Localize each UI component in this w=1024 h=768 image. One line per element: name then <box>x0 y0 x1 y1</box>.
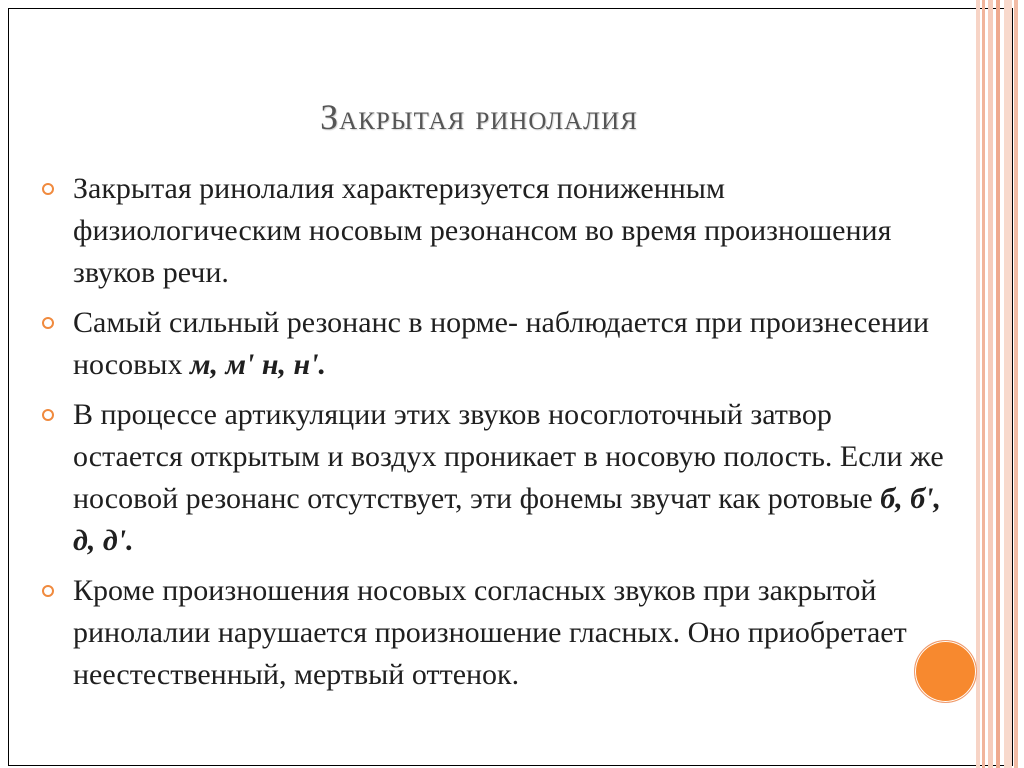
slide-title: Закрытая ринолалия <box>320 97 638 137</box>
bullet-ring-icon <box>42 409 54 421</box>
stripe <box>1004 0 1012 768</box>
emphasized-phonemes: м, м' н, н'. <box>189 348 327 381</box>
stripe <box>1014 0 1018 768</box>
bullet-text-part: Самый сильный резонанс в норме- наблюдается при произнесении носовых <box>73 306 930 381</box>
bullet-ring-icon <box>42 317 54 329</box>
stripe <box>982 0 985 768</box>
stripe <box>988 0 993 768</box>
decorative-stripes <box>976 0 1024 768</box>
bullet-text <box>73 574 907 691</box>
emphasized-phonemes: б, б', д, д'. <box>73 482 942 557</box>
bullet-text <box>73 172 891 289</box>
bullet-list <box>40 168 945 704</box>
bullet-item <box>40 570 945 696</box>
bullet-text <box>73 398 944 557</box>
stripe <box>976 0 980 768</box>
decorative-orange-circle <box>914 640 977 703</box>
bullet-item <box>40 302 945 386</box>
bullet-text-part: В процессе артикуляции этих звуков носоглоточный затвор остается открытым и воздух проникает в носовую полость. Если же носовой резонанс отсутствует, эти фонемы звучат как ротовые <box>73 398 944 515</box>
bullet-text <box>73 306 929 381</box>
bullet-item <box>40 394 945 562</box>
bullet-ring-icon <box>42 585 54 597</box>
stripe <box>996 0 1000 768</box>
bullet-item <box>40 168 945 294</box>
bullet-text-part: Кроме произношения носовых согласных звуков при закрытой ринолалии нарушается произношение гласных. Оно приобретает неестественный, мертвый оттенок. <box>73 574 907 691</box>
bullet-text-part: Закрытая ринолалия характеризуется пониженным физиологическим носовым резонансом во время произношения звуков речи. <box>73 172 892 289</box>
bullet-ring-icon <box>42 183 54 195</box>
